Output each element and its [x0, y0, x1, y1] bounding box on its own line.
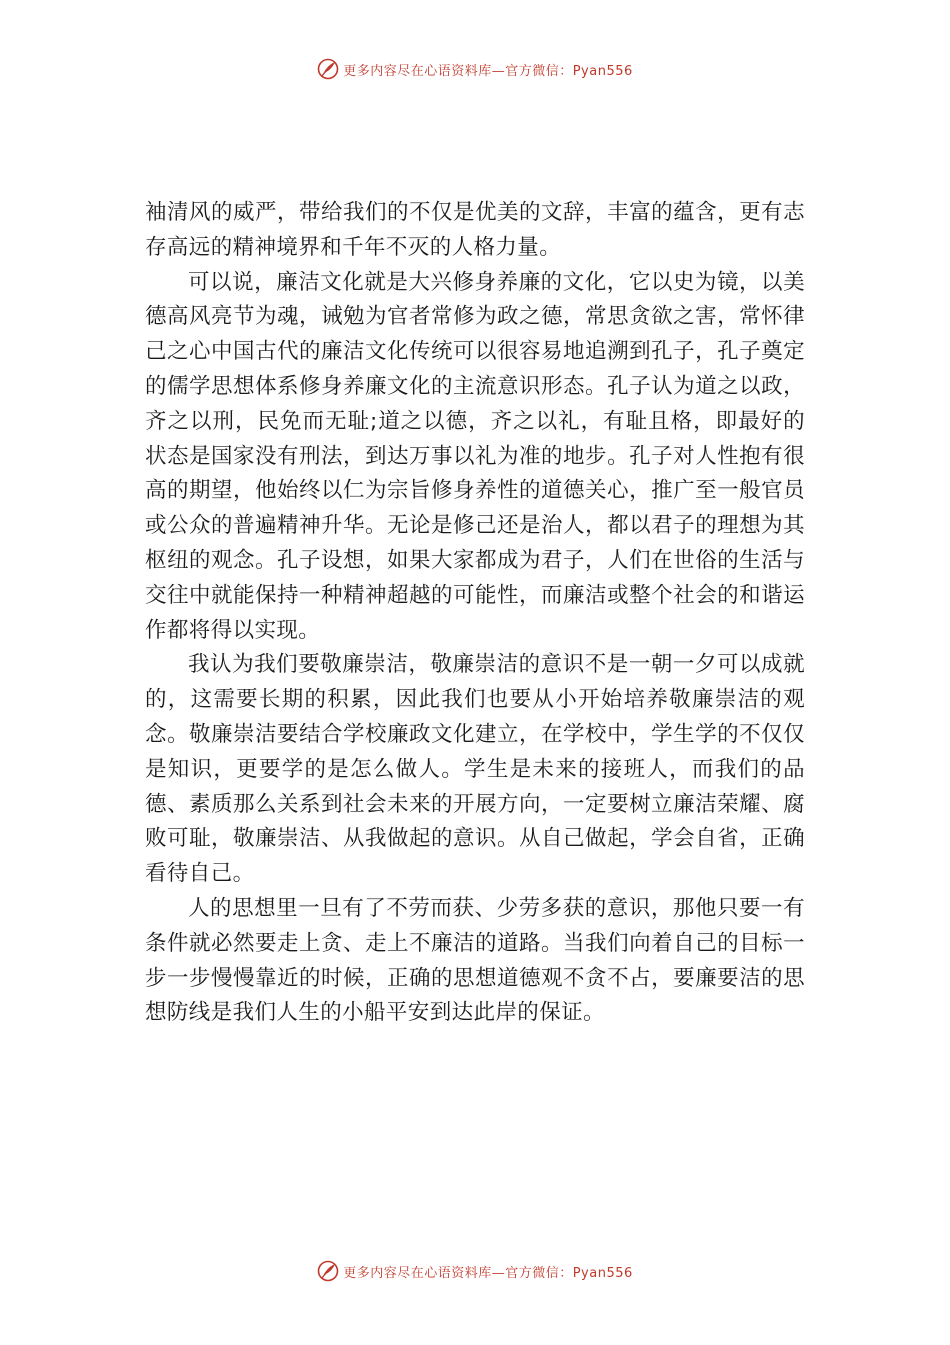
feather-pen-logo-icon	[317, 1260, 339, 1282]
feather-pen-logo-icon	[317, 58, 339, 80]
paragraph-4: 人的思想里一旦有了不劳而获、少劳多获的意识，那他只要一有条件就必然要走上贪、走上不廉洁的道路。当我们向着自己的目标一步一步慢慢靠近的时候，正确的思想道德观不贪不占，要廉要洁的思想防线是我们人生的小船平安到达此岸的保证。	[145, 895, 805, 1026]
footer-watermark-text: 更多内容尽在心语资料库—官方微信：Pyan556	[343, 1265, 633, 1281]
document-body	[145, 196, 805, 1031]
header-watermark	[0, 54, 950, 84]
header-wechat-id: Pyan556	[572, 63, 633, 79]
paragraph-3: 我认为我们要敬廉崇洁，敬廉崇洁的意识不是一朝一夕可以成就的，这需要长期的积累，因此我们也要从小开始培养敬廉崇洁的观念。敬廉崇洁要结合学校廉政文化建立，在学校中，学生学的不仅仅是知识，更要学的是怎么做人。学生是未来的接班人，而我们的品德、素质那么关系到社会未来的开展方向，一定要树立廉洁荣耀、腐败可耻，敬廉崇洁、从我做起的意识。从自己做起，学会自省，正确看待自己。	[145, 652, 805, 887]
paragraph-2: 可以说，廉洁文化就是大兴修身养廉的文化，它以史为镜，以美德高风亮节为魂，诫勉为官者常修为政之德，常思贪欲之害，常怀律己之心中国古代的廉洁文化传统可以很容易地追溯到孔子，孔子奠定的儒学思想体系修身养廉文化的主流意识形态。孔子认为道之以政，齐之以刑，民免而无耻;道之以德，齐之以礼，有耻且格，即最好的状态是国家没有刑法，到达万事以礼为准的地步。孔子对人性抱有很高的期望，他始终以仁为宗旨修身养性的道德关心，推广至一般官员或公众的普遍精神升华。无论是修己还是治人，都以君子的理想为其枢纽的观念。孔子设想，如果大家都成为君子，人们在世俗的生活与交往中就能保持一种精神超越的可能性，而廉洁或整个社会的和谐运作都将得以实现。	[145, 269, 805, 643]
header-watermark-text: 更多内容尽在心语资料库—官方微信：Pyan556	[343, 63, 633, 79]
footer-watermark	[0, 1256, 950, 1286]
footer-wechat-id: Pyan556	[572, 1265, 633, 1281]
paragraph-1: 袖清风的威严，带给我们的不仅是优美的文辞，丰富的蕴含，更有志存高远的精神境界和千年不灭的人格力量。	[145, 200, 805, 260]
